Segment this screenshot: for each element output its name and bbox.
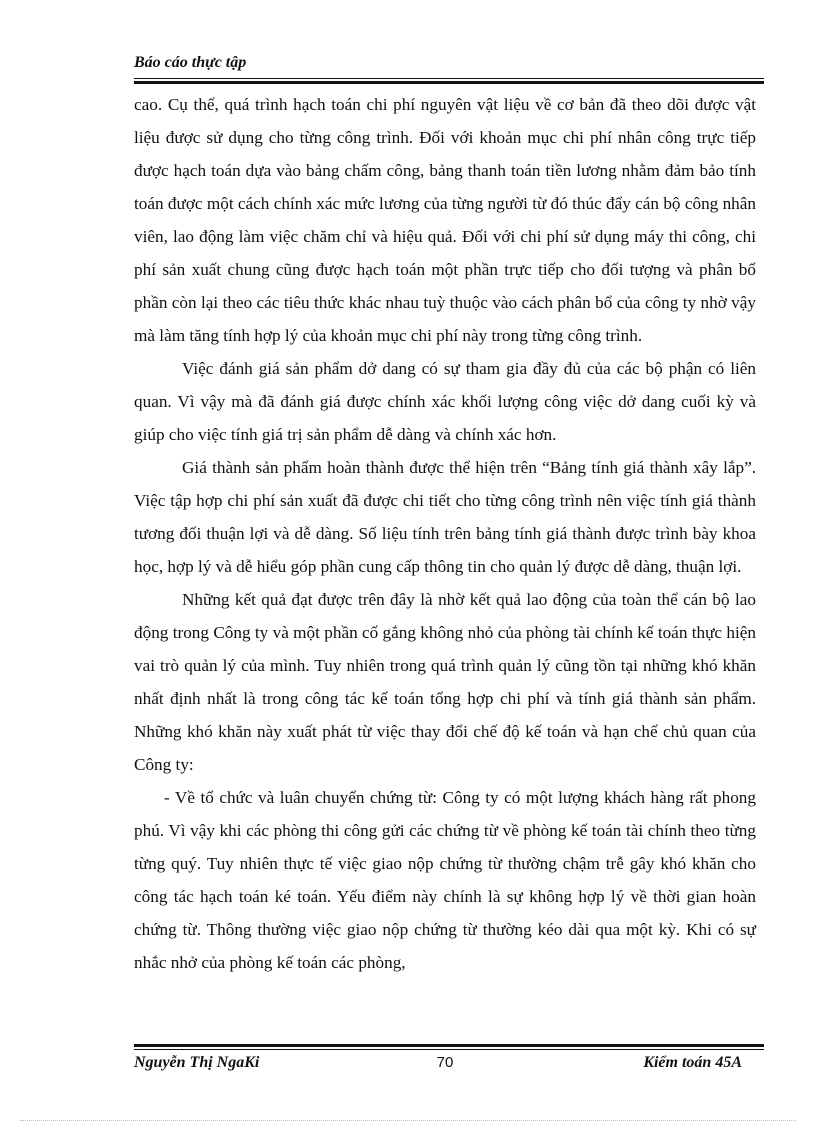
footer-rule-thin — [134, 1049, 764, 1050]
paragraph-document-flow: - Về tổ chức và luân chuyển chứng từ: Công ty có một lượng khách hàng rất phong phú. Vì vậy khi các phòng thi công gửi các chứng từ về phòng kế toán tài chính theo từng từng quý. Tuy nhiên thực tế việc giao nộp chứng từ thường chậm trễ gây khó khăn cho công tác hạch toán ké toán. Yếu điểm này chính là sự không hợp lý về thời gian hoàn chứng từ. Thông thường việc giao nộp chứng từ thường kéo dài qua một kỳ. Khi có sự nhắc nhở của phòng kế toán các phòng, — [134, 788, 756, 972]
footer-rule-thick — [134, 1044, 764, 1047]
page-bottom-border — [20, 1120, 796, 1121]
header-rule-thick — [134, 81, 764, 84]
header-rule-thin — [134, 78, 764, 79]
body-text — [134, 88, 756, 979]
paragraph-cost-sheet: Giá thành sản phẩm hoàn thành được thể hiện trên “Bảng tính giá thành xây lắp”. Việc tập hợp chi phí sản xuất đã được chi tiết cho từng công trình nên việc tính giá thành tương đối thuận lợi và dễ dàng. Số liệu tính trên bảng tính giá thành được trình bày khoa học, hợp lý và dễ hiểu góp phần cung cấp thông tin cho quản lý được dễ dàng, thuận lợi. — [134, 458, 756, 576]
paragraph-continuation: cao. Cụ thể, quá trình hạch toán chi phí nguyên vật liệu về cơ bản đã theo dõi được vật liệu được sử dụng cho từng công trình. Đối với khoản mục chi phí nhân công trực tiếp được hạch toán dựa vào bảng chấm công, bảng thanh toán tiền lương nhằm đảm bảo tính toán được một cách chính xác mức lương của từng người từ đó thúc đẩy cán bộ công nhân viên, lao động làm việc chăm chỉ và hiệu quả. Đối với chi phí sử dụng máy thi công, chi phí sản xuất chung cũng được hạch toán một phần trực tiếp cho đối tượng và phân bổ phần còn lại theo các tiêu thức khác nhau tuỳ thuộc vào cách phân bổ của công ty nhờ vậy mà làm tăng tính hợp lý của khoản mục chi phí này trong từng công trình. — [134, 95, 756, 345]
paragraph-wip-evaluation: Việc đánh giá sản phẩm dở dang có sự tham gia đầy đủ của các bộ phận có liên quan. Vì vậy mà đã đánh giá được chính xác khối lượng công việc dở dang cuối kỳ và giúp cho việc tính giá trị sản phẩm dễ dàng và chính xác hơn. — [134, 359, 756, 444]
footer-class-name: Kiểm toán 45A — [643, 1054, 742, 1071]
page-number: 70 — [436, 1054, 454, 1071]
report-header-title: Báo cáo thực tập — [134, 54, 247, 71]
paragraph-achievements: Những kết quả đạt được trên đây là nhờ kết quả lao động của toàn thể cán bộ lao động trong Công ty và một phần cố gắng không nhỏ của phòng tài chính kế toán thực hiện vai trò quản lý của mình. Tuy nhiên trong quá trình quản lý cũng tồn tại những khó khăn nhất định nhất là trong công tác kế toán tổng hợp chi phí và tính giá thành sản phẩm. Những khó khăn này xuất phát từ việc thay đổi chế độ kế toán và hạn chế chủ quan của Công ty: — [134, 590, 756, 774]
page-footer — [134, 1054, 756, 1076]
footer-author: Nguyễn Thị NgaKi — [134, 1054, 260, 1071]
